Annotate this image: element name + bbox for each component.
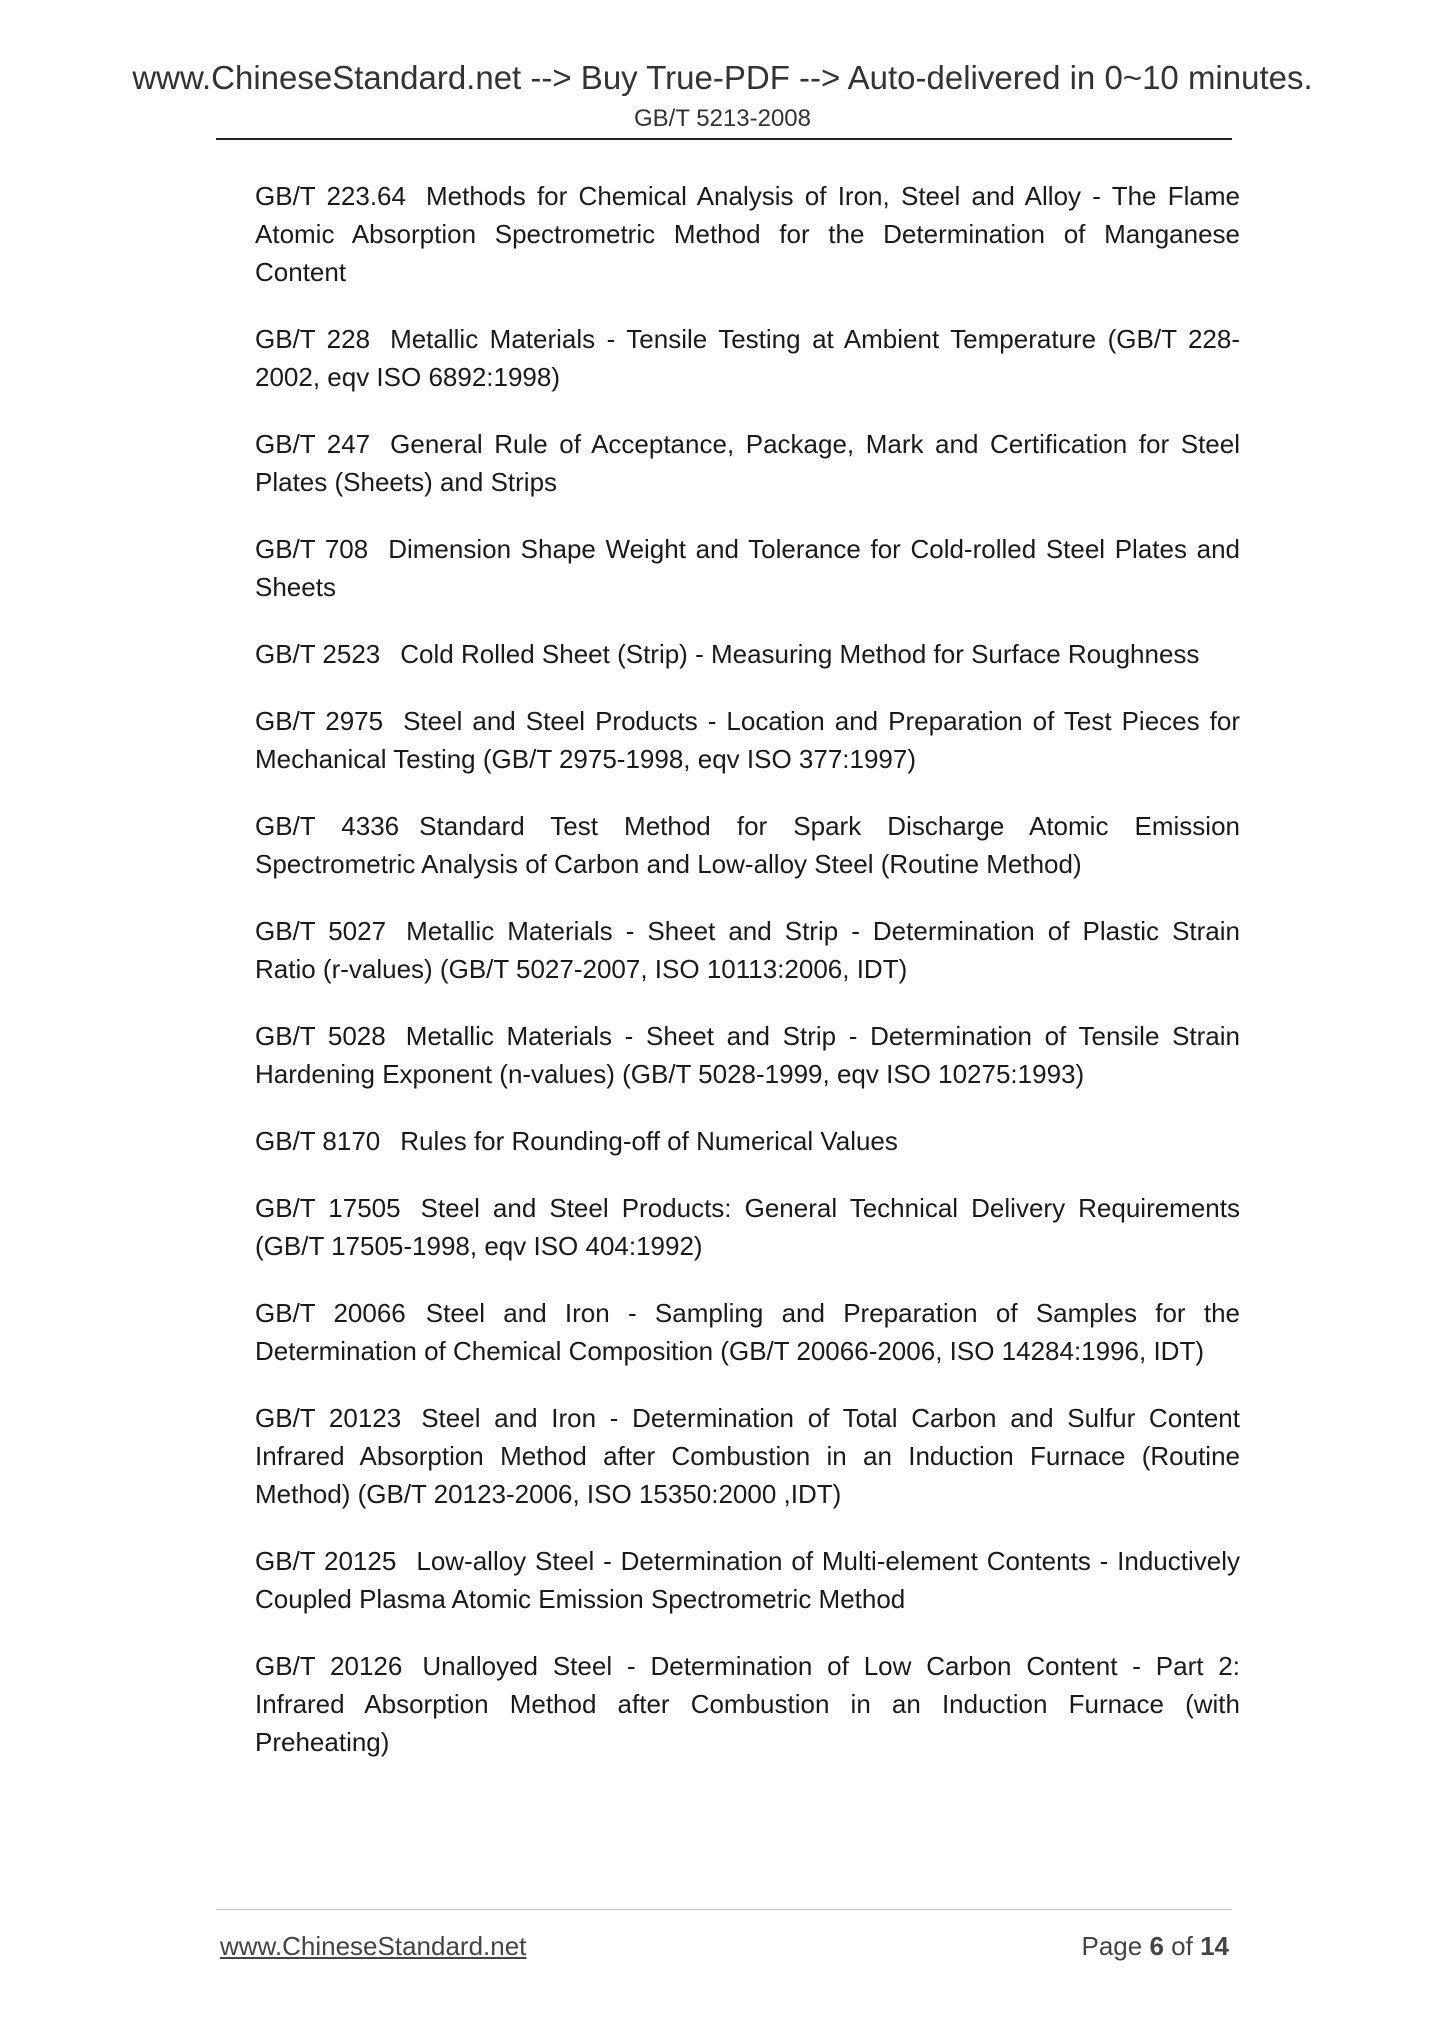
- reference-item: [255, 912, 1240, 988]
- reference-code: GB/T 708: [255, 534, 369, 564]
- reference-code: GB/T 20126: [255, 1651, 403, 1681]
- reference-item: [255, 1017, 1240, 1093]
- reference-item: [255, 425, 1240, 501]
- reference-title: General Rule of Acceptance, Package, Mark and Certification for Steel Plates (Sheets) and Strips: [255, 429, 1240, 497]
- header-standard-number: GB/T 5213-2008: [633, 105, 811, 132]
- of-label: of: [1171, 1931, 1193, 1961]
- footer-divider: [216, 1909, 1232, 1910]
- reference-code: GB/T 247: [255, 429, 371, 459]
- reference-title: Metallic Materials - Tensile Testing at Ambient Temperature (GB/T 228-2002, eqv ISO 6892:1998): [255, 324, 1240, 392]
- reference-code: GB/T 4336: [255, 811, 400, 841]
- reference-code: GB/T 17505: [255, 1193, 401, 1223]
- page-indicator: [1081, 1930, 1229, 1962]
- page-total: 14: [1200, 1931, 1229, 1961]
- reference-title: Cold Rolled Sheet (Strip) - Measuring Method for Surface Roughness: [400, 639, 1200, 669]
- reference-title: Steel and Iron - Determination of Total Carbon and Sulfur Content Infrared Absorption Method after Combustion in an Induction Furnace (Routine Method) (GB/T 20123-2006, ISO 15350:2000 ,IDT): [255, 1403, 1240, 1509]
- reference-code: GB/T 5027: [255, 916, 387, 946]
- page-label: Page: [1081, 1931, 1143, 1961]
- reference-item: [255, 530, 1240, 606]
- footer-site-link[interactable]: www.ChineseStandard.net: [220, 1931, 527, 1961]
- reference-item: [255, 635, 1240, 673]
- reference-code: GB/T 20125: [255, 1546, 397, 1576]
- reference-item: [255, 1647, 1240, 1761]
- reference-code: GB/T 20123: [255, 1403, 402, 1433]
- reference-title: Metallic Materials - Sheet and Strip - Determination of Tensile Strain Hardening Exponent (n-values) (GB/T 5028-1999, eqv ISO 10275:1993): [255, 1021, 1240, 1089]
- reference-code: GB/T 223.64: [255, 181, 406, 211]
- reference-code: GB/T 2523: [255, 639, 381, 669]
- reference-item: [255, 1542, 1240, 1618]
- page-number: 6: [1149, 1931, 1164, 1961]
- reference-item: [255, 1122, 1240, 1160]
- reference-title: Metallic Materials - Sheet and Strip - Determination of Plastic Strain Ratio (r-values) (GB/T 5027-2007, ISO 10113:2006, IDT): [255, 916, 1240, 984]
- reference-list: [255, 177, 1240, 1790]
- reference-item: [255, 177, 1240, 291]
- reference-item: [255, 1189, 1240, 1265]
- reference-item: [255, 1399, 1240, 1513]
- reference-item: [255, 320, 1240, 396]
- reference-code: GB/T 8170: [255, 1126, 381, 1156]
- reference-item: [255, 702, 1240, 778]
- reference-code: GB/T 228: [255, 324, 371, 354]
- reference-code: GB/T 5028: [255, 1021, 386, 1051]
- header-banner: www.ChineseStandard.net --> Buy True-PDF --> Auto-delivered in 0~10 minutes.: [132, 59, 1313, 96]
- reference-title: Rules for Rounding-off of Numerical Values: [400, 1126, 898, 1156]
- reference-title: Steel and Iron - Sampling and Preparation of Samples for the Determination of Chemical Composition (GB/T 20066-2006, ISO 14284:1996, IDT): [255, 1298, 1240, 1366]
- reference-item: [255, 1294, 1240, 1370]
- reference-code: GB/T 2975: [255, 706, 384, 736]
- reference-item: [255, 807, 1240, 883]
- reference-code: GB/T 20066: [255, 1298, 406, 1328]
- reference-title: Dimension Shape Weight and Tolerance for Cold-rolled Steel Plates and Sheets: [255, 534, 1240, 602]
- reference-title: Steel and Steel Products - Location and Preparation of Test Pieces for Mechanical Testing (GB/T 2975-1998, eqv ISO 377:1997): [255, 706, 1241, 774]
- header-divider: [216, 138, 1232, 140]
- reference-title: Low-alloy Steel - Determination of Multi-element Contents - Inductively Coupled Plasma Atomic Emission Spectrometric Method: [255, 1546, 1241, 1614]
- reference-title: Steel and Steel Products: General Technical Delivery Requirements (GB/T 17505-1998, eqv ISO 404:1992): [255, 1193, 1240, 1261]
- reference-title: Unalloyed Steel - Determination of Low Carbon Content - Part 2: Infrared Absorption Method after Combustion in an Induction Furnace (with Preheating): [255, 1651, 1240, 1757]
- reference-title: Standard Test Method for Spark Discharge Atomic Emission Spectrometric Analysis of Carbon and Low-alloy Steel (Routine Method): [255, 811, 1241, 879]
- reference-title: Methods for Chemical Analysis of Iron, Steel and Alloy - The Flame Atomic Absorption Spectrometric Method for the Determination of Manganese Content: [255, 181, 1240, 287]
